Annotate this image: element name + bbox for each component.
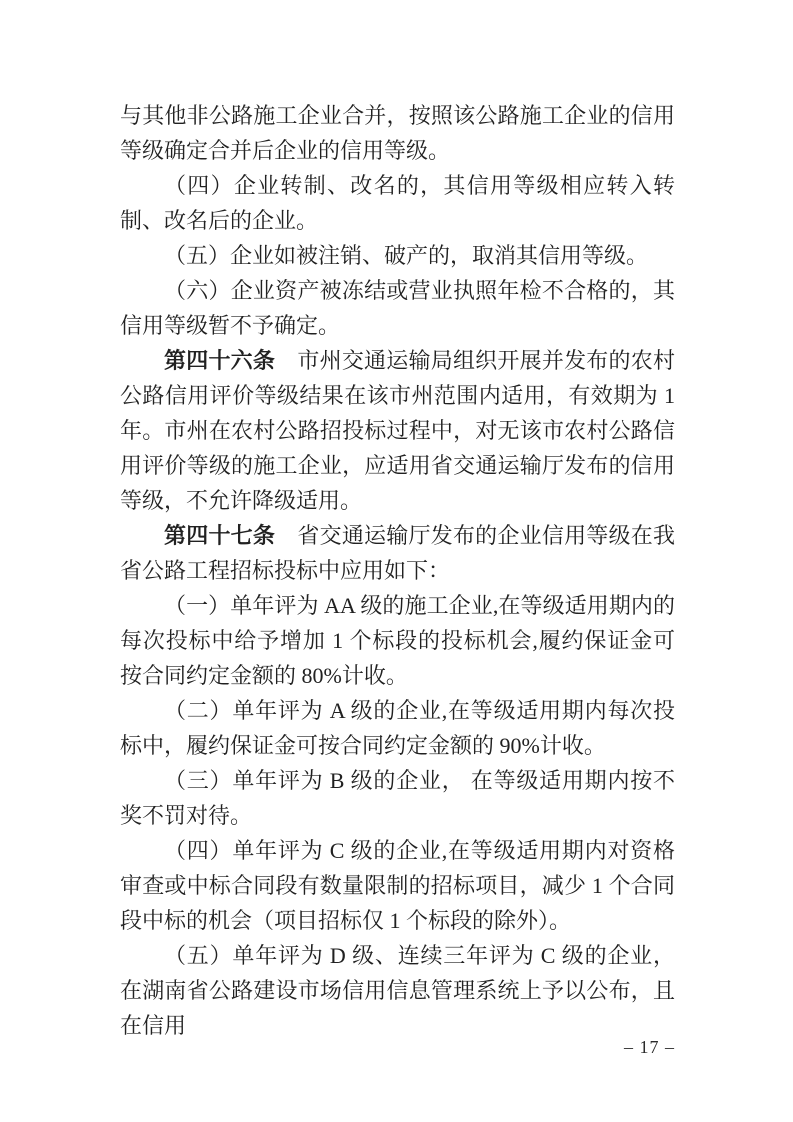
paragraph [120, 833, 675, 938]
paragraph [120, 168, 675, 238]
paragraph-text: （四）企业转制、改名的，其信用等级相应转入转制、改名后的企业。 [120, 173, 675, 233]
page-number: – 17 – [624, 1037, 675, 1057]
paragraph [120, 343, 675, 518]
paragraph [120, 238, 675, 273]
paragraph-text: （六）企业资产被冻结或营业执照年检不合格的，其信用等级暂不予确定。 [120, 278, 675, 338]
paragraph-text: （五）单年评为 D 级、连续三年评为 C 级的企业，在湖南省公路建设市场信用信息管理系统上予以公布，且在信用 [120, 943, 675, 1038]
paragraph-text: 市州交通运输局组织开展并发布的农村公路信用评价等级结果在该市州范围内适用，有效期为 1 年。市州在农村公路招投标过程中，对无该市农村公路信用评价等级的施工企业，应适用省交通运输厅发布的信用等级，不允许降级适用。 [120, 348, 675, 513]
paragraph [120, 763, 675, 833]
paragraph-text: （一）单年评为 AA 级的施工企业,在等级适用期内的每次投标中给予增加 1 个标段的投标机会,履约保证金可按合同约定金额的 80%计收。 [120, 593, 675, 688]
paragraph [120, 938, 675, 1043]
paragraph [120, 273, 675, 343]
article-heading: 第四十六条 [164, 348, 276, 373]
paragraph [120, 518, 675, 588]
paragraph [120, 588, 675, 693]
paragraph-text: （四）单年评为 C 级的企业,在等级适用期内对资格审查或中标合同段有数量限制的招标项目，减少 1 个合同段中标的机会（项目招标仅 1 个标段的除外）。 [120, 838, 675, 933]
paragraph [120, 693, 675, 763]
document-body [120, 98, 675, 1043]
paragraph-text: （三）单年评为 B 级的企业， 在等级适用期内按不奖不罚对待。 [120, 768, 675, 828]
article-heading: 第四十七条 [164, 523, 276, 548]
paragraph [120, 98, 675, 168]
paragraph-text: 省交通运输厅发布的企业信用等级在我省公路工程招标投标中应用如下： [120, 523, 675, 583]
paragraph-text: 与其他非公路施工企业合并，按照该公路施工企业的信用等级确定合并后企业的信用等级。 [120, 103, 675, 163]
paragraph-text: （五）企业如被注销、破产的，取消其信用等级。 [164, 243, 649, 268]
paragraph-text: （二）单年评为 A 级的企业,在等级适用期内每次投标中，履约保证金可按合同约定金额的 90%计收。 [120, 698, 675, 758]
